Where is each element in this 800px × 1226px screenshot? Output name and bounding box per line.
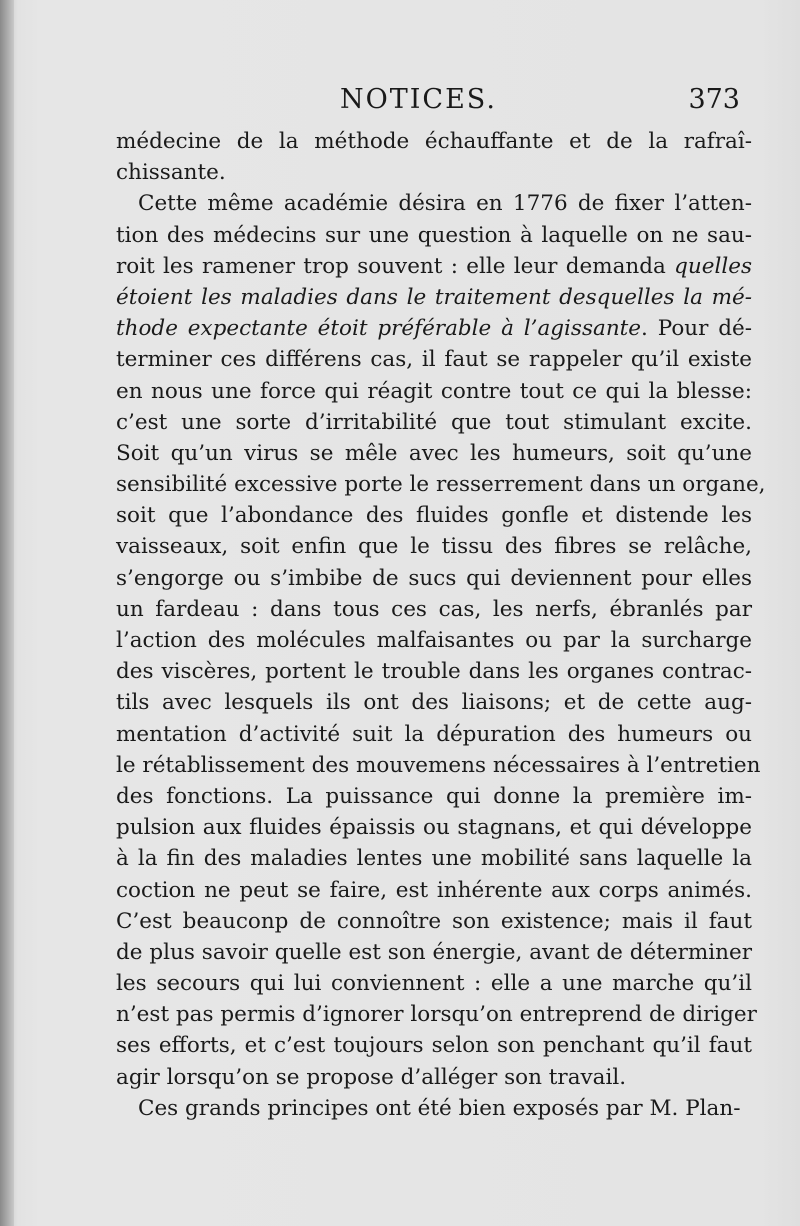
- running-head-title: NOTICES.: [340, 84, 497, 115]
- text-line: [116, 781, 752, 812]
- text-segment: coction ne peut se faire, est inhérente aux corps animés.: [116, 877, 752, 903]
- text-segment: soit que l’abondance des fluides gonfle et distende les: [116, 503, 752, 529]
- text-segment: un fardeau : dans tous ces cas, les nerfs, ébranlés par: [116, 596, 752, 622]
- text-line: [116, 999, 757, 1030]
- text-segment: n’est pas permis d’ignorer lorsqu’on entreprend de diriger: [116, 1002, 757, 1028]
- text-line: [116, 968, 752, 999]
- binding-edge: [0, 0, 14, 1226]
- page-number: 373: [688, 84, 740, 115]
- text-line: [116, 656, 752, 687]
- text-line: [116, 563, 752, 594]
- text-segment: C’est beauconp de connoître son existence; mais il faut: [116, 908, 752, 934]
- text-line: [116, 469, 766, 500]
- text-line: [116, 282, 752, 313]
- text-line: [116, 906, 752, 937]
- text-segment: Soit qu’un virus se mêle avec les humeurs, soit qu’une: [116, 440, 752, 466]
- text-segment: en nous une force qui réagit contre tout ce qui la blesse:: [116, 378, 752, 404]
- text-line: [116, 625, 752, 656]
- text-line: [116, 937, 752, 968]
- text-segment: chissante.: [116, 160, 226, 186]
- text-line: [116, 126, 752, 157]
- text-segment: s’engorge ou s’imbibe de sucs qui deviennent pour elles: [116, 565, 752, 591]
- text-line: [116, 875, 752, 906]
- text-line: [116, 687, 752, 718]
- text-segment: ses efforts, et c’est toujours selon son penchant qu’il faut: [116, 1033, 752, 1059]
- text-segment: des viscères, portent le trouble dans les organes contrac-: [116, 659, 752, 685]
- text-line: [116, 1030, 752, 1061]
- text-segment: Ces grands principes ont été bien exposés par M. Plan-: [138, 1095, 741, 1121]
- text-segment: les secours qui lui conviennent : elle a une marche qu’il: [116, 971, 752, 997]
- text-segment: Cette même académie désira en 1776 de fixer l’atten-: [138, 191, 752, 217]
- text-segment: roit les ramener trop souvent : elle leur demanda: [116, 253, 675, 279]
- text-segment: le rétablissement des mouvemens nécessaires à l’entretien: [116, 752, 761, 778]
- body-text: [116, 126, 766, 1124]
- text-line: [116, 531, 752, 562]
- text-line: [116, 157, 752, 188]
- text-segment: de plus savoir quelle est son énergie, avant de déterminer: [116, 939, 752, 965]
- text-line: [116, 719, 752, 750]
- text-line: [116, 220, 752, 251]
- text-segment: mentation d’activité suit la dépuration des humeurs ou: [116, 721, 752, 747]
- text-segment: des fonctions. La puissance qui donne la première im-: [116, 783, 752, 809]
- text-line: [116, 407, 752, 438]
- text-line: [116, 438, 752, 469]
- text-line: [116, 251, 752, 282]
- text-line: [116, 313, 752, 344]
- text-segment: tion des médecins sur une question à laquelle on ne sau-: [116, 222, 752, 248]
- text-segment: c’est une sorte d’irritabilité que tout stimulant excite.: [116, 409, 752, 435]
- text-line: [116, 376, 752, 407]
- text-segment: agir lorsqu’on se propose d’alléger son travail.: [116, 1064, 627, 1090]
- text-segment: l’action des molécules malfaisantes ou par la surcharge: [116, 628, 752, 653]
- text-line: [116, 750, 761, 781]
- text-line: [116, 843, 752, 874]
- italic-text: quelles: [674, 253, 752, 279]
- italic-text: thode expectante étoit préférable à l’agissante: [116, 316, 642, 342]
- text-line: [116, 1062, 752, 1093]
- text-segment: terminer ces différens cas, il faut se rappeler qu’il existe: [116, 347, 752, 373]
- text-segment: . Pour dé-: [641, 316, 753, 342]
- text-line: [116, 594, 752, 625]
- text-segment: vaisseaux, soit enfin que le tissu des fibres se relâche,: [116, 534, 752, 560]
- text-line: [116, 344, 752, 375]
- text-segment: pulsion aux fluides épaissis ou stagnans, et qui développe: [116, 815, 752, 841]
- text-line: [116, 812, 752, 843]
- text-segment: sensibilité excessive porte le resserrement dans un organe,: [116, 472, 766, 498]
- running-head: [110, 84, 740, 124]
- text-line: [116, 500, 752, 531]
- italic-text: étoient les maladies dans le traitement desquelles la mé-: [116, 284, 752, 310]
- text-segment: médecine de la méthode échauffante et de la rafraî-: [116, 129, 752, 154]
- text-segment: tils avec lesquels ils ont des liaisons; et de cette aug-: [116, 690, 752, 716]
- text-segment: à la fin des maladies lentes une mobilité sans laquelle la: [116, 846, 752, 872]
- text-line: [116, 188, 752, 219]
- text-line: [116, 1093, 752, 1124]
